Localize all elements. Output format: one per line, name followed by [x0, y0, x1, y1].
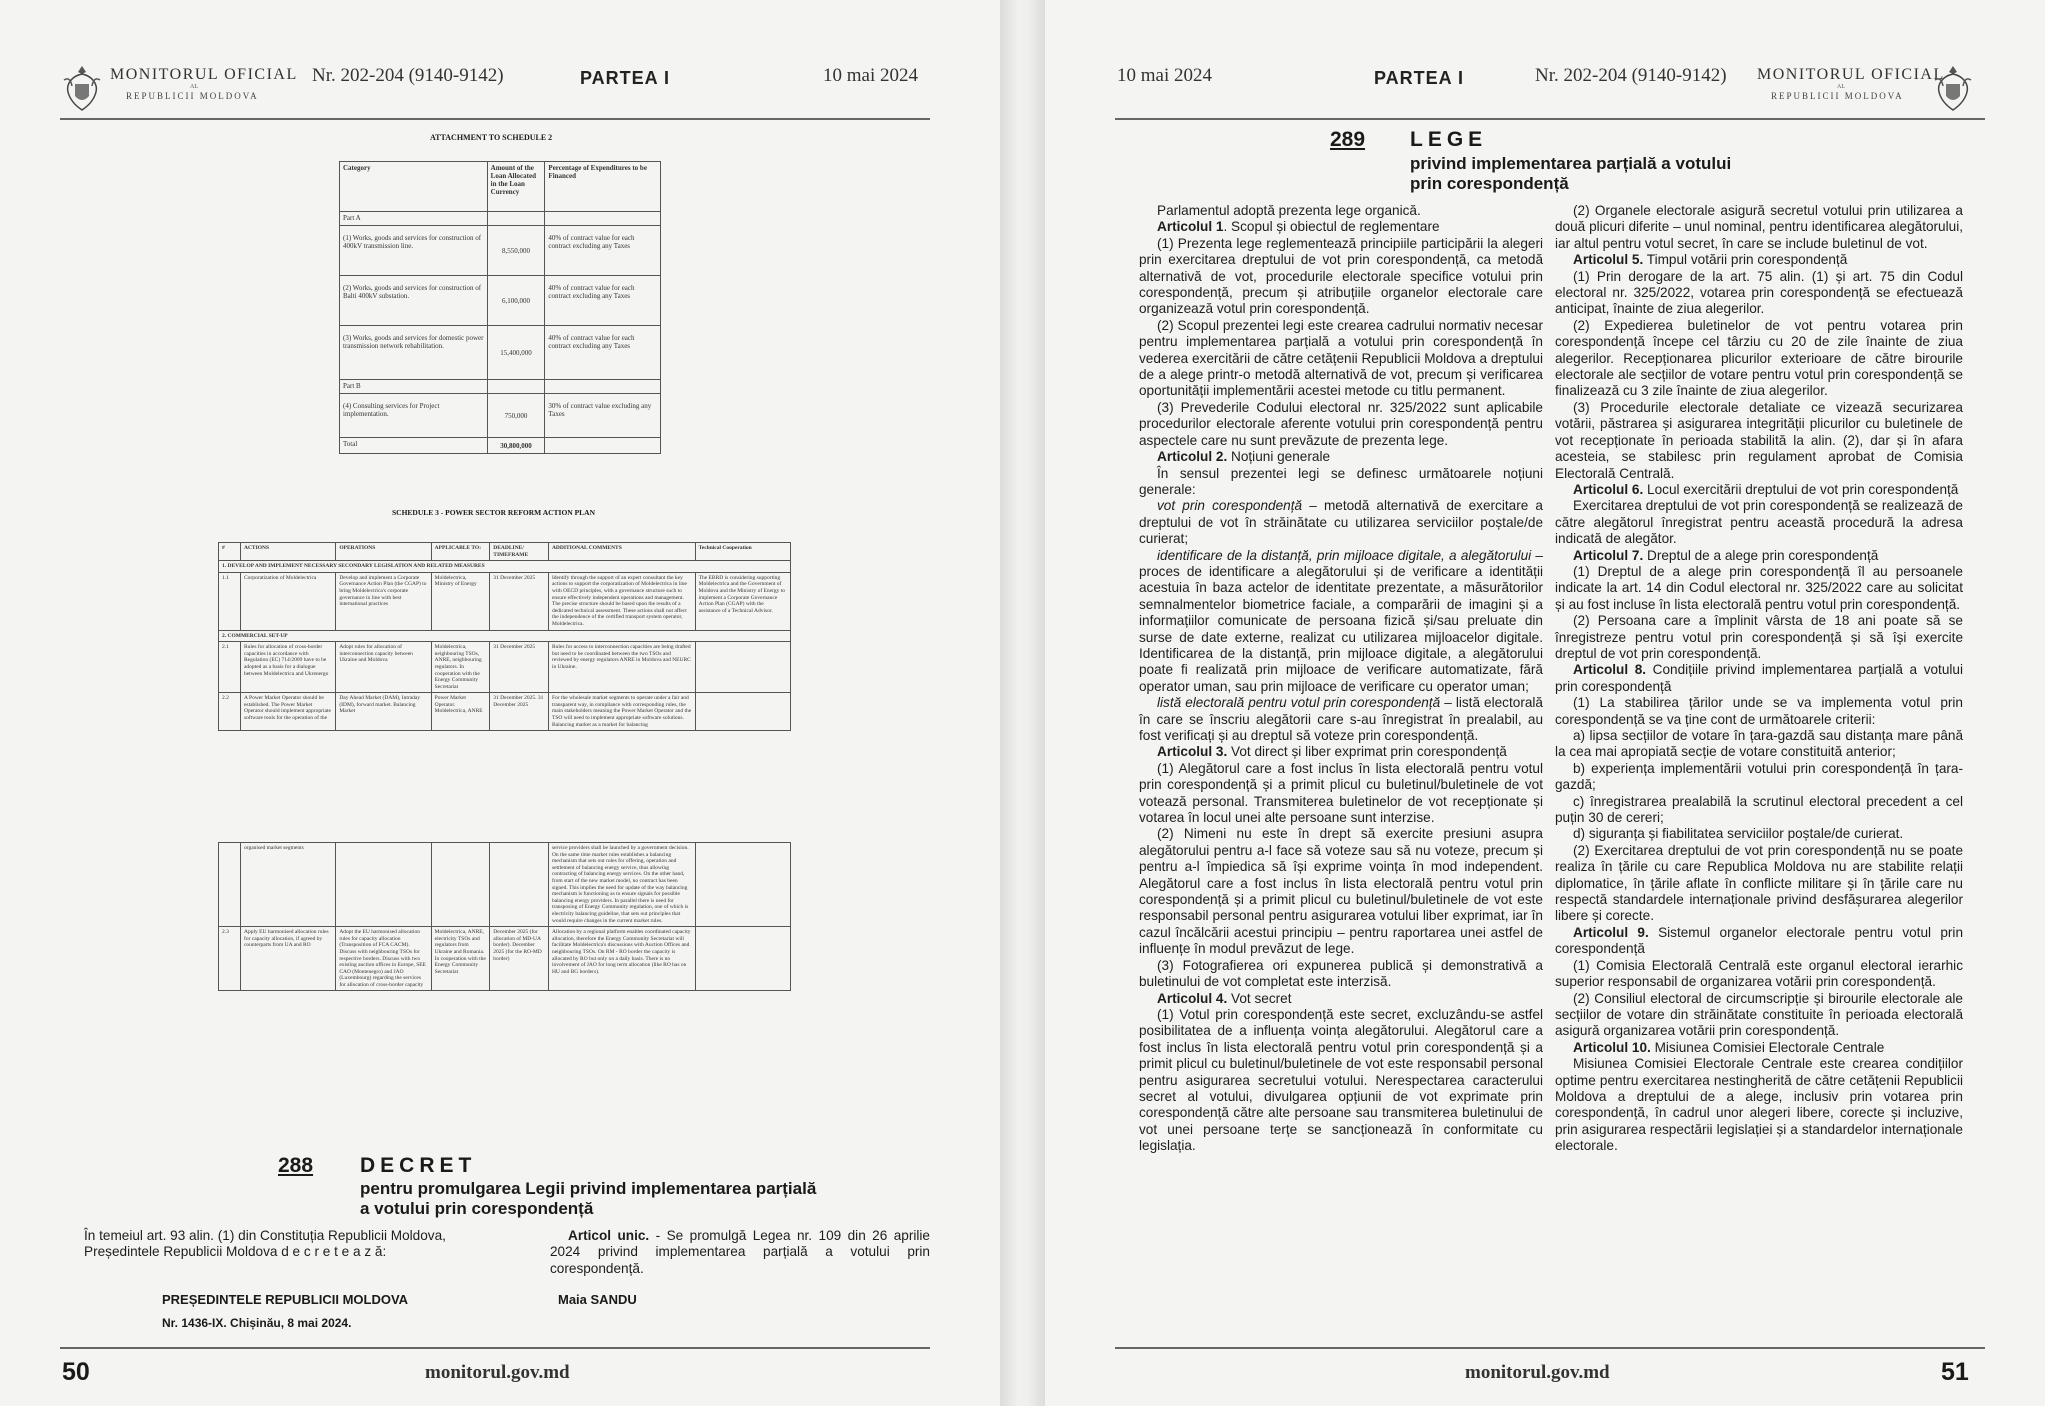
table-row — [340, 276, 661, 326]
defined-term: listă electorală pentru votul prin corespondență — [1157, 695, 1441, 711]
lege-body-col1 — [1139, 203, 1543, 1155]
decret-paragraph: În temeiul art. 93 alin. (1) din Constituția Republicii Moldova, — [84, 1228, 446, 1243]
table-row — [219, 693, 791, 731]
page-number: 50 — [62, 1358, 90, 1386]
table-row — [340, 438, 661, 454]
paragraph-text: Sistemul organelor electorale pentru votul prin corespondență — [1555, 924, 1964, 957]
law-paragraph — [1555, 269, 1963, 318]
paragraph-text: În sensul prezentei legi se definesc următoarele noțiuni generale: — [1139, 465, 1543, 497]
table-cell: 30,800,000 — [487, 438, 545, 454]
paragraph-text: Locul exercitării dreptului de vot prin corespondență — [1643, 481, 1959, 497]
table-cell: 40% of contract value for each contract excluding any Taxes — [545, 226, 661, 276]
article-label: Articolul 7. — [1573, 547, 1644, 563]
law-paragraph — [1555, 1056, 1963, 1154]
articol-unic-label: Articol unic. — [568, 1228, 650, 1243]
paragraph-text: . Scopul și obiectul de reglementare — [1223, 219, 1440, 235]
paragraph-text: (3) Prevederile Codului electoral nr. 325/2022 sunt aplicabile procedurilor electorale aferente votului prin corespondență pentru aspectele care nu sunt prevăzute de prezenta lege. — [1139, 399, 1543, 448]
table-row — [219, 843, 791, 927]
table-header-row — [340, 162, 661, 212]
decret-subtitle-2: a votului prin corespondență — [360, 1199, 594, 1218]
table-cell: 31 December 2025. 31 December 2025 — [490, 693, 549, 731]
table-cell: 31 December 2025 — [490, 642, 549, 693]
table-cell: 2. COMMERCIAL SET-UP — [219, 630, 791, 642]
signer-name: Maia SANDU — [558, 1292, 637, 1307]
law-paragraph — [1555, 318, 1963, 400]
decret-type: DECRET — [360, 1154, 477, 1177]
article-label: Articolul 5. — [1573, 252, 1644, 268]
law-paragraph — [1555, 761, 1963, 794]
lege-subtitle-2: prin corespondență — [1410, 174, 1569, 193]
table-header-cell: # — [219, 543, 241, 561]
table-cell: 40% of contract value for each contract excluding any Taxes — [545, 326, 661, 380]
table-cell: 2.3 — [219, 927, 241, 991]
table-cell — [487, 212, 545, 226]
table-header-cell: ACTIONS — [240, 543, 335, 561]
action-plan-table-continued — [218, 842, 791, 991]
decret-number: 288 — [278, 1154, 314, 1177]
law-paragraph — [1555, 613, 1963, 662]
paragraph-text: Misiunea Comisiei Electorale Centrale este crearea condițiilor optime pentru exercitarea nestingherită de către cetățenii Republicii Moldova a dreptului de a alege, inclusiv prin votarea prin corespondență, în cadrul unor alegeri libere, corecte și incluzive, prin asigurarea respectării legislației și a standardelor internaționale electorale. — [1555, 1056, 1963, 1154]
table-header-row — [219, 543, 791, 561]
law-paragraph — [1555, 203, 1963, 252]
law-paragraph — [1555, 826, 1963, 842]
article-label: Articolul 10. — [1573, 1039, 1651, 1055]
table-cell: 2.1 — [219, 642, 241, 693]
paragraph-text: (1) Comisia Electorală Centrală este organul electoral ierarhic superior responsabil de organizarea votării prin corespondență. — [1555, 957, 1963, 990]
paragraph-text: Timpul votării prin corespondență — [1643, 252, 1848, 268]
table-cell: Develop and implement a Corporate Governance Action Plan (the CGAP) to bring Moldelectrica's corporate governance in line with best international practices — [336, 572, 431, 630]
article-heading — [1139, 991, 1543, 1007]
table-row — [340, 326, 661, 380]
table-cell: Rules for access to interconnection capacities are being drafted but need to be coordinated between the two TSOs and reviewed by energy regulators ANRE in Moldova and NEURC in Ukraine. — [548, 642, 695, 693]
right-header — [1045, 58, 2045, 118]
paragraph-text: (1) Dreptul de a alege prin corespondență îl au persoanele indicate la art. 14 din Codul electoral nr. 325/2022 care au solicitat și au fost incluse în lista electorală pentru votul prin corespondență. — [1555, 563, 1963, 612]
table-cell: Adopt the EU harmonised allocation rules for capacity allocation (Transposition of FCA CACM). Discuss with neighbouring TSOs for respective borders. Discuss with two existing auction offices in Europe, SEE CAO (Montenegro) and JAO (Luxembourg) regarding the services for allocation of cross-border capacity — [336, 927, 431, 991]
paragraph-text: Noțiuni generale — [1227, 449, 1331, 465]
table-cell: Adopt rules for allocation of interconnection capacity between Ukraine and Moldova — [336, 642, 431, 693]
table-cell — [695, 642, 790, 693]
law-paragraph — [1555, 498, 1963, 547]
article-heading — [1555, 662, 1963, 695]
brand-al: AL — [190, 84, 198, 90]
table-cell: (2) Works, goods and services for construction of Balti 400kV substation. — [340, 276, 488, 326]
table-cell: Power Market Operator. Moldelectrica, ANRE — [431, 693, 490, 731]
brand-title: MONITORUL OFICIAL — [1757, 66, 1945, 83]
table-cell: A Power Market Operator should be established. The Power Market Operator should implement appropriate software tools for the operation of the — [240, 693, 335, 731]
paragraph-text: (1) Votul prin corespondență este secret, excluzându-se astfel posibilitatea de a influența voința alegătorului. Alegătorul care a fost inclus în lista electorală pentru votul prin corespondență și a primit plicul cu buletinul/buletinele de vot este responsabil personal pentru asigurarea secretului votului. Nerespectarea caracterului secret al votului, divulgarea opțiunii de vot exprimate prin corespondență către alte persoane sau transmiterea buletinului de vot unei persoane terțe se sancționează în conformitate cu legislația. — [1139, 1006, 1543, 1154]
paragraph-text: a) lipsa secțiilor de votare în țara-gazdă sau distanța mare până la cea mai apropiată secție de votare constituită anterior; — [1555, 728, 1963, 760]
table-cell: Moldelectrica, neighbouring TSOs, ANRE, neighbouring regulators. In cooperation with the Energy Community Secretariat — [431, 642, 490, 693]
table-row — [219, 927, 791, 991]
table-cell: service providers shall be launched by a government decision. On the same time market rules establishes a balancing mechanism that sets out rules for offering, operation and settlement of balancing energy service, thus allowing contracting of balancing energy services. On the other hand, from start of the new market model, no contract has been signed. This implies the need for update of the way balancing mechanism is functioning as to ensure signals for possible balancing energy providers. In parallel there is need for transposing of Energy Community regulation, one of which is electricity balancing guideline, that sets out principles that would require changes in the current market rules. — [548, 843, 695, 927]
paragraph-text: Vot direct și liber exprimat prin corespondență — [1227, 744, 1507, 760]
table-cell: organised market segments — [240, 843, 335, 927]
table-cell: 750,000 — [487, 394, 545, 438]
decret-body-col1 — [66, 1228, 476, 1261]
law-paragraph — [1139, 548, 1543, 696]
table-cell — [545, 380, 661, 394]
page-number: 51 — [1941, 1358, 1969, 1386]
loan-allocation-table — [339, 161, 661, 454]
table-cell: (3) Works, goods and services for domestic power transmission network rehabilitation. — [340, 326, 488, 380]
defined-term: identificare de la distanță, prin mijloace digitale, a alegătorului — [1157, 547, 1532, 563]
table-header-cell: Technical Cooperation — [695, 543, 790, 561]
table-cell: 1.1 — [219, 572, 241, 630]
law-paragraph — [1139, 958, 1543, 991]
paragraph-text: (2) Scopul prezentei legi este crearea cadrului normativ necesar pentru implementarea parțială a votului prin corespondență în vederea exercitării de către cetățenii Republicii Moldova a dreptului de a alege printr-o metodă alternativă de vot, precum și verificarea oportunității implementării acestei metode cu titlu permanent. — [1139, 317, 1543, 399]
table-cell: Corporatization of Moldelectrica — [240, 572, 335, 630]
article-label: Articolul 6. — [1573, 481, 1644, 497]
law-paragraph — [1555, 794, 1963, 827]
brand-al: AL — [1837, 84, 1845, 90]
law-paragraph — [1139, 498, 1543, 547]
table-cell — [545, 212, 661, 226]
paragraph-text: b) experiența implementării votului prin corespondență în țara-gazdă; — [1555, 760, 1963, 793]
law-paragraph — [1139, 400, 1543, 449]
decret-reference: Nr. 1436-IX. Chișinău, 8 mai 2024. — [162, 1316, 352, 1330]
table-cell: 2.2 — [219, 693, 241, 731]
paragraph-text: Vot secret — [1227, 990, 1292, 1006]
table-header-cell: DEADLINE/ TIMEFRAME — [490, 543, 549, 561]
table-row — [340, 226, 661, 276]
issue-number: Nr. 202-204 (9140-9142) — [312, 65, 504, 86]
table-row — [219, 642, 791, 693]
article-heading — [1555, 482, 1963, 498]
law-paragraph — [1139, 203, 1543, 219]
article-label: Articolul 3. — [1157, 744, 1228, 760]
table-row — [340, 394, 661, 438]
table-cell: 30% of contract value excluding any Taxes — [545, 394, 661, 438]
law-paragraph — [1555, 991, 1963, 1040]
table-cell: 1. DEVELOP AND IMPLEMENT NECESSARY SECONDARY LEGISLATION AND RELATED MEASURES — [219, 561, 791, 573]
law-paragraph — [1139, 236, 1543, 318]
table-section-row — [219, 630, 791, 642]
footer-site: monitorul.gov.md — [425, 1362, 570, 1383]
table-header-cell: APPLICABLE TO: — [431, 543, 490, 561]
moldova-coat-of-arms-icon — [1933, 62, 1973, 114]
table-cell: 31 December 2025 — [490, 572, 549, 630]
law-paragraph — [1139, 318, 1543, 400]
law-paragraph — [1139, 466, 1543, 499]
paragraph-text: Exercitarea dreptului de vot prin corespondență se realizează de către alegătorul înregistrat pentru această procedură la adresa indicată de alegător. — [1555, 498, 1963, 547]
table-header-cell: Amount of the Loan Allocated in the Loan Currency — [487, 162, 545, 212]
law-paragraph — [1139, 761, 1543, 827]
lege-subtitle-1: privind implementarea parțială a votului — [1410, 154, 1732, 173]
issue-date: 10 mai 2024 — [823, 65, 918, 86]
table-header-cell: OPERATIONS — [336, 543, 431, 561]
brand-subtitle: REPUBLICII MOLDOVA — [1771, 91, 1904, 101]
paragraph-text: Dreptul de a alege prin corespondență — [1643, 547, 1879, 563]
table-cell: 6,100,000 — [487, 276, 545, 326]
article-heading — [1139, 744, 1543, 760]
paragraph-text: c) înregistrarea prealabilă la scrutinul electoral precedent a cel puțin 30 de cereri; — [1555, 793, 1963, 826]
footer-rule — [1115, 1347, 1985, 1349]
article-heading — [1555, 548, 1963, 564]
decret-body-col2 — [550, 1228, 930, 1277]
signer-title: PREȘEDINTELE REPUBLICII MOLDOVA — [162, 1292, 409, 1307]
lege-number: 289 — [1330, 128, 1366, 151]
lege-type: LEGE — [1410, 128, 1488, 151]
paragraph-text: (1) Prin derogare de la art. 75 alin. (1) și art. 75 din Codul electoral nr. 325/2022, votarea prin corespondență se efectuează anticipat, înainte de ziua alegerilor. — [1555, 268, 1963, 317]
attachment-title: ATTACHMENT TO SCHEDULE 2 — [430, 133, 553, 142]
decret-subtitle-1: pentru promulgarea Legii privind implementarea parțială — [360, 1179, 817, 1198]
paragraph-text: – metodă alternativă de exercitare a dreptului de vot în străinătate cu utilizarea serviciilor poștale/de curierat; — [1139, 498, 1543, 547]
table-cell — [695, 843, 790, 927]
paragraph-text: (1) Alegătorul care a fost inclus în lista electorală pentru votul prin corespondență și a primit plicul cu buletinul/buletinele de vot votează personal. Transmiterea buletinelor de vot recepționate și votarea în locul unei alte persoane sunt interzise. — [1139, 760, 1543, 826]
law-paragraph — [1139, 826, 1543, 957]
paragraph-text: (2) Persoana care a împlinit vârsta de 18 ani poate să se înregistreze pentru votul prin corespondență și să își exercite dreptul de vot prin corespondență. — [1555, 613, 1963, 661]
law-paragraph — [1139, 695, 1543, 744]
table-cell — [336, 843, 431, 927]
table-header-cell: ADDITIONAL COMMENTS — [548, 543, 695, 561]
partea-label: PARTEA I — [1374, 68, 1465, 88]
table-cell — [490, 843, 549, 927]
article-label: Articolul 9. — [1573, 924, 1649, 940]
table-cell — [545, 438, 661, 454]
paragraph-text: – proces de identificare a alegătorului și de verificare a identității acestuia în baza actelor de identitate prezentate, a măsurătorilor semnalmentelor biometrice faciale, a comparării de imagini și a informațiilor comunicate de persoana fizică și/sau preluate din surse de date externe, realizat cu utilizarea mijloacelor digitale. Identificarea de la distanță, prin mijloace digitale, a alegătorului poate fi realizată prin mijloace de verificare automatizate, fără operator uman, sau prin mijloace de verificare cu operator uman; — [1139, 547, 1543, 694]
table-cell: Moldelectrica, ANRE, electricity TSOs and regulators from Ukraine and Romania. In cooperation with the Energy Community Secretariat — [431, 927, 490, 991]
table-row — [340, 212, 661, 226]
decret-paragraph: Președintele Republicii Moldova d e c r e t e a z ă: — [84, 1244, 387, 1260]
table-section-row — [219, 561, 791, 573]
table-cell: (1) Works, goods and services for construction of 400kV transmission line. — [340, 226, 488, 276]
table-cell: Moldelectrica, Ministry of Energy — [431, 572, 490, 630]
brand-title: MONITORUL OFICIAL — [110, 66, 298, 83]
table-cell — [695, 927, 790, 991]
article-label: Articolul 4. — [1157, 990, 1228, 1006]
left-header — [0, 58, 1000, 118]
law-paragraph — [1555, 400, 1963, 482]
moldova-coat-of-arms-icon — [62, 62, 102, 114]
article-label: Articolul 8. — [1573, 662, 1647, 678]
article-label: Articolul 2. — [1157, 449, 1228, 465]
paragraph-text: (1) Prezenta lege reglementează principiile participării la alegeri prin exercitarea dreptului de vot prin corespondență, ca metodă alternativă de vot, procedurile electorale specifice votului prin corespondență, precum și atribuțiile organelor electorale care organizează votul prin corespondență. — [1139, 235, 1543, 317]
law-paragraph — [1555, 958, 1963, 991]
brand-subtitle: REPUBLICII MOLDOVA — [126, 91, 259, 101]
table-cell — [431, 843, 490, 927]
defined-term: vot prin corespondență — [1157, 498, 1303, 514]
paragraph-text: Condițiile privind implementarea parțială a votului prin corespondență — [1555, 662, 1963, 694]
footer-site: monitorul.gov.md — [1465, 1362, 1610, 1383]
paragraph-text: (2) Exercitarea dreptului de vot prin corespondență nu se poate realiza în țările cu care Republica Moldova nu are stabilite relații diplomatice, în țările aflate în conflicte militare și în țările care nu respectă standardele internaționale privind desfășurarea alegerilor libere și corecte. — [1555, 842, 1963, 924]
law-paragraph — [1555, 695, 1963, 728]
paragraph-text: (1) La stabilirea țărilor unde se va implementa votul prin corespondență se va ține cont de următoarele criterii: — [1555, 695, 1963, 727]
article-heading — [1555, 252, 1963, 268]
table-cell: Allocation by a regional platform enables coordinated capacity allocation, therefore the Energy Community Secretariat will facilitate Moldelectrica's discussions with Auction Offices and neighbouring TSOs. On RM - RO border the capacity is allocated by RO but only on a daily basis. There is no involvement of JAO for long term allocation (like RO has on HU and BG borders). — [548, 927, 695, 991]
article-heading — [1555, 925, 1963, 958]
table-cell: Day Ahead Market (DAM), Intraday (IDM), forward market. Balancing Market — [336, 693, 431, 731]
table-row — [340, 380, 661, 394]
table-cell: December 2025 (for allocation of MD-UA border). December 2025 (for the RO-MD border) — [490, 927, 549, 991]
left-page — [0, 0, 1000, 1406]
footer-rule — [60, 1347, 930, 1349]
header-rule — [1115, 118, 1985, 120]
table-cell: Identify through the support of an expert consultant the key actions to support the corporatization of Moldelectrica in line with OECD principles, with a governance structure such to ensure effectively independent operations and management. The precise structure should be based upon the results of a dedicated technical assessment. These actions shall not affect the independence of the certified transport system operator, Moldelectrica. — [548, 572, 695, 630]
table-cell — [487, 380, 545, 394]
action-plan-table — [218, 542, 791, 731]
table-cell: Total — [340, 438, 488, 454]
law-paragraph — [1555, 564, 1963, 613]
paragraph-text: (3) Fotografierea ori expunerea publică și demonstrativă a buletinului de vot completat este interzisă. — [1139, 957, 1543, 990]
paragraph-text: (2) Expedierea buletinelor de vot pentru votarea prin corespondență începe cel târziu cu 20 de zile înainte de ziua alegerilor. Recepționarea plicurilor exterioare de către birourile electorale ale secțiilor de votare pentru votul prin corespondență se finalizează cu 3 zile înainte de ziua alegerilor. — [1555, 317, 1963, 399]
table-cell: For the wholesale market segments to operate under a fair and transparent way, in compliance with corresponding rules, the main stakeholders meaning the Power Market Operator and the TSO will need to implement appropriate software solutions. Balancing market as a market for balancing — [548, 693, 695, 731]
articol-unic-text: - Se promulgă Legea nr. 109 din 26 aprilie 2024 privind implementarea parțială a votului prin corespondență. — [550, 1228, 930, 1276]
law-paragraph — [1555, 728, 1963, 761]
article-heading — [1139, 449, 1543, 465]
book-gutter — [1000, 0, 1045, 1406]
table-cell: The EBRD is considering supporting Moldelectrica and the Government of Moldova and the Ministry of Energy to implement a Corporate Governance Action Plan (CGAP) with the assistance of a Technical Advisor. — [695, 572, 790, 630]
paragraph-text: Parlamentul adoptă prezenta lege organică. — [1157, 203, 1421, 218]
table-cell: 8,550,000 — [487, 226, 545, 276]
law-paragraph — [1139, 1007, 1543, 1155]
table-cell: Part B — [340, 380, 488, 394]
table-header-cell: Category — [340, 162, 488, 212]
article-label: Articolul 1 — [1157, 219, 1224, 235]
table-cell: Part A — [340, 212, 488, 226]
article-heading — [1139, 219, 1543, 235]
table-cell — [219, 843, 241, 927]
law-paragraph — [1555, 843, 1963, 925]
table-cell — [695, 693, 790, 731]
table-header-cell: Percentage of Expenditures to be Financed — [545, 162, 661, 212]
table-cell: 40% of contract value for each contract excluding any Taxes — [545, 276, 661, 326]
table-row — [219, 572, 791, 630]
issue-number: Nr. 202-204 (9140-9142) — [1535, 65, 1727, 86]
paragraph-text: – listă electorală în care se înscriu alegătorii care s-au înregistrat în prealabil, au fost verificați și au dreptul să voteze prin corespondență. — [1139, 695, 1543, 743]
right-page — [1045, 0, 2045, 1406]
table-cell: Apply EU harmonised allocation rules for capacity allocation, if agreed by counterparts from UA and RO — [240, 927, 335, 991]
paragraph-text: d) siguranța și fiabilitatea serviciilor poștale/de curierat. — [1573, 826, 1904, 842]
table-cell: Rules for allocation of cross-border capacities in accordance with Regulation (EC) 714/2009 have to be adopted as a basis for a dialogue between Moldelectrica and Ukrenergo — [240, 642, 335, 693]
article-heading — [1555, 1040, 1963, 1056]
schedule3-title: SCHEDULE 3 - POWER SECTOR REFORM ACTION PLAN — [392, 508, 596, 517]
paragraph-text: (2) Organele electorale asigură secretul votului prin utilizarea a două plicuri diferite – unul nominal, pentru identificarea alegătorului, iar altul pentru votul secret, în care se include buletinul de vot. — [1555, 203, 1963, 251]
table-cell: 15,400,000 — [487, 326, 545, 380]
paragraph-text: (3) Procedurile electorale detaliate ce vizează securizarea votării, păstrarea și asigurarea integrității plicurilor cu buletinele de vot recepționate în perioada stabilită la alin. (2), dar și în afara acesteia, se stabilesc prin regulament aprobat de Comisia Electorală Centrală. — [1555, 399, 1963, 481]
lege-body-col2 — [1555, 203, 1963, 1155]
issue-date: 10 mai 2024 — [1117, 65, 1212, 86]
table-cell: (4) Consulting services for Project implementation. — [340, 394, 488, 438]
header-rule — [60, 118, 930, 120]
paragraph-text: (2) Nimeni nu este în drept să exercite presiuni asupra alegătorului pentru a-l face să voteze sau să nu voteze, precum și pentru a-l împiedica să își exprime voința în mod independent. Alegătorul care a fost inclus în lista electorală pentru votul prin corespondență și a primit plicul cu buletinul/buletinele de vot este responsabil personal pentru asigurarea votului liber exprimat, iar în cazul încălcării acestui principiu – pentru raportarea unei astfel de influențe în modul prevăzut de lege. — [1139, 826, 1543, 957]
paragraph-text: Misiunea Comisiei Electorale Centrale — [1650, 1039, 1885, 1055]
partea-label: PARTEA I — [580, 68, 671, 88]
paragraph-text: (2) Consiliul electoral de circumscripție și birourile electorale ale secțiilor de votare din străinătate constituite în perioada electorală asigură organizarea votării prin corespondență. — [1555, 990, 1963, 1039]
